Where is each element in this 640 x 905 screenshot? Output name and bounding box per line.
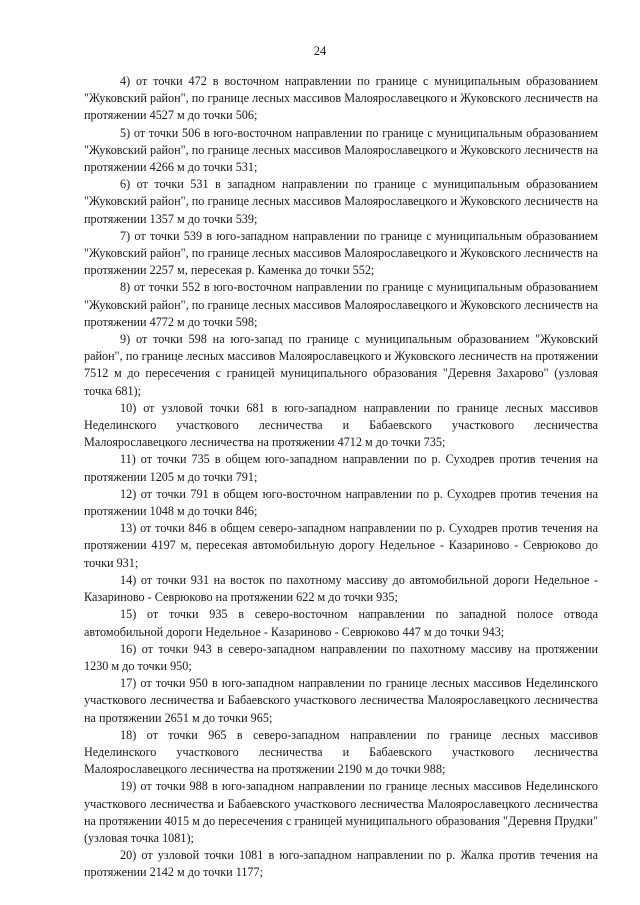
document-body — [84, 73, 598, 882]
paragraph-6: 6) от точки 531 в западном направлении по границе с муниципальным образованием "Жуковский район", по границе лесных массивов Малоярославецкого и Жуковского лесничеств на протяжении 1357 м до точки 539; — [84, 177, 598, 226]
paragraph-10: 10) от узловой точки 681 в юго-западном направлении по границе лесных массивов Неделинского участкового лесничества и Бабаевского участкового лесничества Малоярославецкого лесничества на протяжении 4712 м до точки 735; — [84, 400, 598, 450]
paragraph-14: 14) от точки 931 на восток по пахотному массиву до автомобильной дороги Недельное - Казариново - Севрюково на протяжении 622 м до точки 935; — [84, 572, 598, 605]
paragraph-12: 12) от точки 791 в общем юго-восточном направлении по р. Суходрев против течения на протяжении 1048 м до точки 846; — [84, 486, 598, 519]
paragraph-7: 7) от точки 539 в юго-западном направлении по границе с муниципальным образованием "Жуковский район", по границе лесных массивов Малоярославецкого и Жуковского лесничеств на протяжении 2257 м, пересекая р. Каменка до точки 552; — [84, 228, 598, 278]
paragraph-19: 19) от точки 988 в юго-западном направлении по границе лесных массивов Неделинского участкового лесничества и Бабаевского участкового лесничества Малоярославецкого лесничества на протяжении 4015 м до пересечения с границей муниципального образования "Деревня Прудки" (узловая точка 1081); — [84, 779, 598, 845]
paragraph-9: 9) от точки 598 на юго-запад по границе с муниципальным образованием "Жуковский район", по границе лесных массивов Малоярославецкого и Жуковского лесничеств на протяжении 7512 м до пересечения с границей муниципального образования "Деревня Захарово" (узловая точка 681); — [84, 332, 598, 398]
paragraph-5: 5) от точки 506 в юго-восточном направлении по границе с муниципальным образованием "Жуковский район", по границе лесных массивов Малоярославецкого и Жуковского лесничеств на протяжении 4266 м до точки 531; — [84, 125, 598, 175]
paragraph-18: 18) от точки 965 в северо-западном направлении по границе лесных массивов Неделинского участкового лесничества и Бабаевского участкового лесничества Малоярославецкого лесничества на протяжении 2190 м до точки 988; — [84, 727, 598, 777]
paragraph-16: 16) от точки 943 в северо-западном направлении по пахотному массиву на протяжении 1230 м до точки 950; — [84, 641, 598, 673]
paragraph-11: 11) от точки 735 в общем юго-западном направлении по р. Суходрев против течения на протяжении 1205 м до точки 791; — [84, 452, 598, 484]
paragraph-4: 4) от точки 472 в восточном направлении по границе с муниципальным образованием "Жуковский район", по границе лесных массивов Малоярославецкого и Жуковского лесничеств на протяжении 4527 м до точки 506; — [84, 74, 598, 123]
page-number: 24 — [313, 44, 327, 58]
paragraph-15: 15) от точки 935 в северо-восточном направлении по западной полосе отвода автомобильной дороги Недельное - Казариново - Севрюково 447 м до точки 943; — [84, 607, 598, 639]
paragraph-8: 8) от точки 552 в юго-восточном направлении по границе с муниципальным образованием "Жуковский район", по границе лесных массивов Малоярославецкого и Жуковского лесничеств на протяжении 4772 м до точки 598; — [84, 280, 598, 329]
paragraph-17: 17) от точки 950 в юго-западном направлении по границе лесных массивов Неделинского участкового лесничества и Бабаевского участкового лесничества Малоярославецкого лесничества на протяжении 2651 м до точки 965; — [84, 676, 598, 725]
paragraph-13: 13) от точки 846 в общем северо-западном направлении по р. Суходрев против течения на протяжении 4197 м, пересекая автомобильную дорогу Недельное - Казариново - Севрюково до точки 931; — [84, 521, 598, 570]
paragraph-20: 20) от узловой точки 1081 в юго-западном направлении по р. Жалка против течения на протяжении 2142 м до точки 1177; — [84, 848, 598, 880]
